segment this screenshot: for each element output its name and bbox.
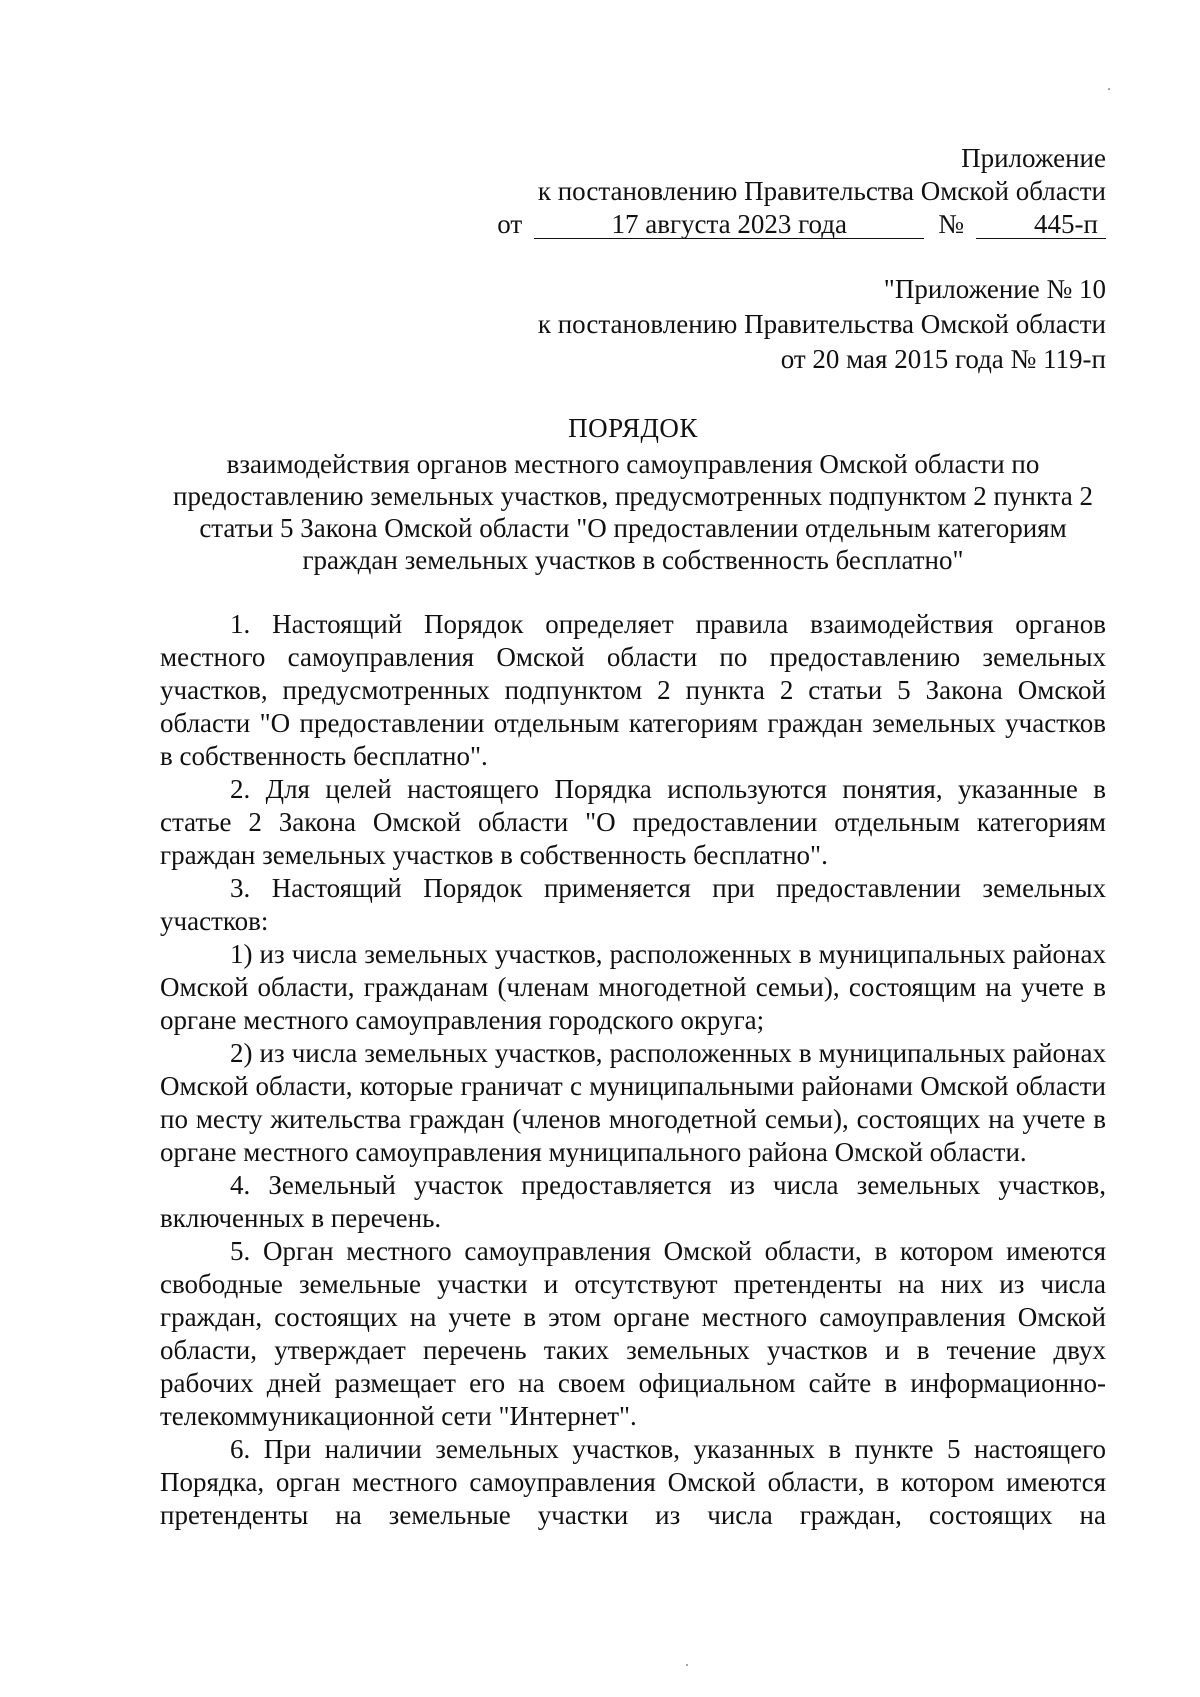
paragraph-5: 5. Орган местного самоуправления Омской области, в котором имеются свободные земельные участки и отсутствуют претенденты на них из числа граждан, состоящих на учете в этом органе местного самоуправления Омской области, утверждает перечень таких земельных участков и в течение двух рабочих дней размещает его на своем официальном сайте в информационно-телекоммуникационной сети "Интернет". [160, 1236, 1106, 1431]
from-label: от [497, 209, 523, 239]
paragraph-3-item-2: 2) из числа земельных участков, расположенных в муниципальных районах Омской области, которые граничат с муниципальными районами Омской области по месту жительства граждан (членов многодетной семьи), состоящих на учете в органе местного самоуправления муниципального района Омской области. [160, 1038, 1106, 1167]
paragraph-3-item-1: 1) из числа земельных участков, расположенных в муниципальных районах Омской области, гражданам (членам многодетной семьи), состоящим на учете в органе местного самоуправления городского округа; [160, 939, 1106, 1035]
paragraph-2: 2. Для целей настоящего Порядка используются понятия, указанные в статье 2 Закона Омской области "О предоставлении отдельным категориям граждан земельных участков в собственность бесплатно". [160, 774, 1106, 870]
scan-speck [1108, 88, 1110, 90]
scan-speck [686, 1664, 688, 1666]
resolution-date: 17 августа 2023 года [534, 210, 924, 239]
document-title: ПОРЯДОК [568, 413, 698, 443]
document-body [160, 608, 1106, 1532]
previous-resolution-reference: к постановлению Правительства Омской области [537, 309, 1106, 339]
previous-resolution-date: от 20 мая 2015 года № 119-п [780, 344, 1106, 374]
appendix-header [466, 142, 1106, 241]
previous-appendix-header [466, 272, 1106, 377]
paragraph-6: 6. При наличии земельных участков, указанных в пункте 5 настоящего Порядка, орган местного самоуправления Омской области, в котором имеются претенденты на земельные участки из числа граждан, состоящих на [160, 1434, 1106, 1530]
previous-appendix-label: "Приложение № 10 [883, 274, 1106, 304]
number-label: № [938, 209, 964, 239]
document-title-block [160, 412, 1106, 576]
paragraph-1: 1. Настоящий Порядок определяет правила взаимодействия органов местного самоуправления Омской области по предоставлению земельных участков, предусмотренных подпунктом 2 пункта 2 статьи 5 Закона Омской области "О предоставлении отдельным категориям граждан земельных участков в собственность бесплатно". [160, 609, 1106, 771]
resolution-reference: к постановлению Правительства Омской области [537, 176, 1106, 206]
resolution-date-line [466, 208, 1106, 241]
resolution-number: 445-п [976, 210, 1106, 239]
document-subtitle: взаимодействия органов местного самоуправления Омской области по предоставлению земельных участков, предусмотренных подпунктом 2 пункта 2 статьи 5 Закона Омской области "О предоставлении отдельным категориям граждан земельных участков в собственность бесплатно" [173, 449, 1093, 575]
paragraph-4: 4. Земельный участок предоставляется из числа земельных участков, включенных в перечень. [160, 1170, 1106, 1233]
paragraph-3: 3. Настоящий Порядок применяется при предоставлении земельных участков: [160, 873, 1106, 936]
appendix-label: Приложение [961, 143, 1106, 173]
